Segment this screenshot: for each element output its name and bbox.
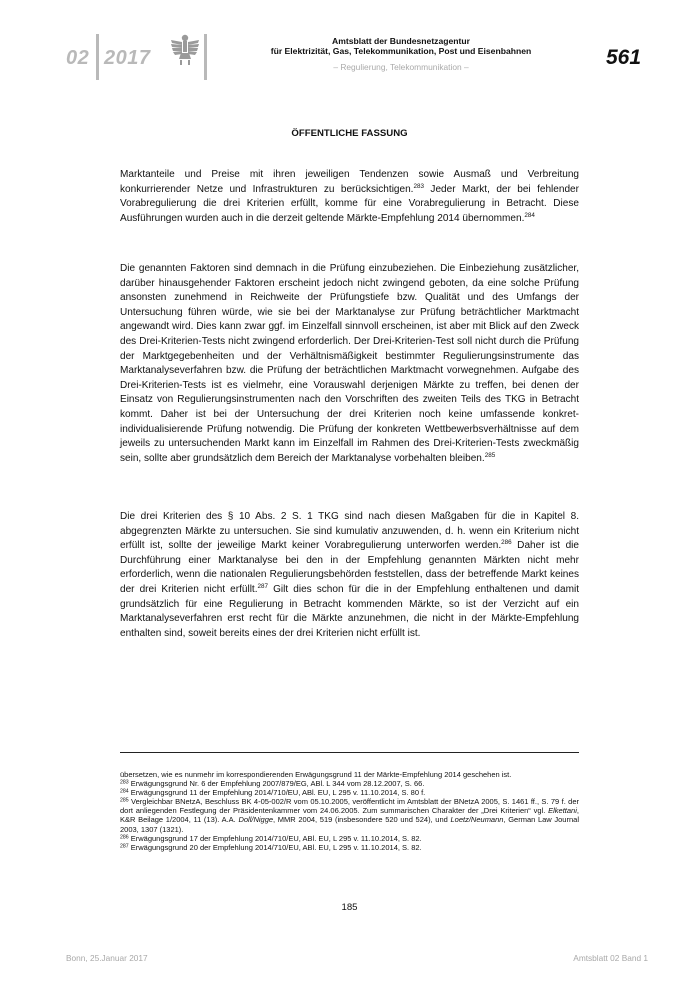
footnote-ref-283[interactable]: 283 (413, 182, 424, 190)
footnote-separator (120, 752, 579, 753)
header-divider-logo (204, 34, 207, 80)
issue-number: 02 (66, 47, 90, 69)
footnote-285: $^{285}$ Vergleichbar BNetzA, Beschluss BK 4-05-002/R vom 05.10.2005, veröffentlicht im Amtsblatt der BNetzA 2005, S. 1461 ff., S. 79 f. der dort anliegenden Festlegung der Präsidentenkammer vom 24.06.2005. Zum summarischen Charakter der „Drei Kriterien“ vgl. Elkettani, K&R Beilage 1/2004, 11 (13). A.A. Doll/Nigge, MMR 2004, 519 (insbesondere 520 und 524), und Loetz/Neumann, German Law Journal 2003, 1307 (1321). (120, 797, 579, 834)
issue-year: 2017 (104, 47, 151, 69)
publication-subtitle: – Regulierung, Telekommunikation – (333, 62, 469, 72)
body-paragraph-1: Marktanteile und Preise mit ihren jeweiligen Tendenzen sowie Ausmaß und Verbreitung konkurrierender Netze und Infrastrukturen zu berücksichtigen.$^{283}$ Jeder Markt, der bei fehlender Vorabregulierung die drei Kriterien erfüllt, komme für eine Vorabregulierung in Betracht. Diese Ausführungen wurden auch in die derzeit geltende Märkte-Empfehlung 2014 übernommen.$^{284}$ (120, 169, 579, 224)
page-number-top: 561 (606, 46, 642, 69)
page-number-bottom: 185 (341, 902, 358, 913)
footnote-284: $^{284}$ Erwägungsgrund 11 der Empfehlung 2014/710/EU, ABl. EU, L 295 v. 11.10.2014, S. 80 f. (120, 788, 426, 798)
footnote-287: $^{287}$ Erwägungsgrund 20 der Empfehlung 2014/710/EU, ABl. EU, L 295 v. 11.10.2014, S. 82. (120, 842, 422, 852)
footnote-ref-286[interactable]: 286 (501, 539, 512, 547)
footnote-continuation: übersetzen, wie es nunmehr im korrespondierenden Erwägungsgrund 11 der Märkte-Empfehlung 2014 geschehen ist. (120, 770, 512, 779)
federal-eagle-icon (170, 32, 200, 66)
footnote-286: $^{286}$ Erwägungsgrund 17 der Empfehlung 2014/710/EU, ABl. EU, L 295 v. 11.10.2014, S. 82. (120, 833, 422, 843)
footnote-ref-285[interactable]: 285 (484, 451, 496, 459)
footer-date: Bonn, 25.Januar 2017 (66, 953, 148, 963)
footnote-283: $^{283}$ Erwägungsgrund Nr. 6 der Empfehlung 2007/879/EG, ABl. L 344 vom 28.12.2007, S. 66. (120, 779, 425, 789)
header-divider (96, 34, 99, 80)
publication-title-line2: für Elektrizität, Gas, Telekommunikation, Post und Eisenbahnen (270, 46, 532, 56)
body-paragraph-3: Die drei Kriterien des § 10 Abs. 2 S. 1 TKG sind nach diesen Maßgaben für die in Kapitel 8. abgegrenzten Märkte zu untersuchen. Sie sind kumulativ anzuwenden, d. h. wenn ein Kriterium nicht erfüllt ist, sollte der jeweilige Markt keiner Vorabregulierung unterworfen werden.$^{286}$ Daher ist die Durchführung einer Marktanalyse bei den in der Empfehlung genannten Märkten nicht mehr erforderlich, wenn die nationalen Regulierungsbehörden feststellen, dass der betreffende Markt keines der drei Kriterien nicht erfüllt.$^{287}$ Gilt dies schon für die in der Empfehlung enthaltenen und damit grundsätzlich für eine Regulierung in Betracht kommenden Märkte, so ist der Verzicht auf ein Marktanalyseverfahren erst recht für die Märkte anzunehmen, die nicht in der Märkte-Empfehlung enthalten sind, soweit bereits eines der drei Kriterien nicht erfüllt ist. (120, 511, 579, 639)
footnotes (120, 770, 579, 852)
body-paragraph-2: Die genannten Faktoren sind demnach in die Prüfung einzubeziehen. Die Einbeziehung zusätzlicher, darüber hinausgehender Faktoren erscheint jedoch nicht zwingend geboten, da eine solche Prüfung ansonsten zunehmend in Reichweite der Prüfungstiefe bzw. Qualität und des Umfangs der Untersuchung führen würde, wie sie bei der Marktanalyse zur Prüfung beträchtlicher Marktmacht angewandt wird. Dies kann zwar ggf. im Einzelfall sinnvoll erscheinen, ist aber mit Blick auf den Zweck des Drei-Kriterien-Tests nicht zwingend erforderlich. Der Drei-Kriterien-Test soll nicht durch die Prüfung der Marktgegebenheiten und der Verhältnismäßigkeit bestimmter Regulierungsinstrumente das Marktanalyseverfahren bzw. die Prüfung der beträchtlichen Marktmacht vorwegnehmen. Aufgabe des Drei-Kriterien-Tests ist es vielmehr, eine Vorauswahl derjenigen Märkte zu treffen, bei denen der Einsatz von Regulierungsinstrumenten nach den Vorschriften des zweiten Teils des TKG in Betracht kommt. Daher ist bei der Untersuchung der drei Kriterien noch keine umfassende konkret-individualisierende Prüfung notwendig. Die Prüfung der konkreten Wettbewerbsverhältnisse auf dem jeweils zu untersuchenden Markt kann im Einzelfall im Rahmen des Drei-Kriterien-Tests zweckmäßig sein, sollte aber grundsätzlich dem Bereich der Marktanalyse vorbehalten bleiben.$^{285}$ (120, 263, 579, 464)
footnote-ref-284[interactable]: 284 (524, 211, 535, 219)
publication-title: Amtsblatt der Bundesnetzagentur (332, 36, 470, 46)
footnote-ref-287[interactable]: 287 (257, 582, 269, 590)
footer-issue: Amtsblatt 02 Band 1 (573, 953, 648, 963)
document-heading: ÖFFENTLICHE FASSUNG (291, 128, 408, 139)
